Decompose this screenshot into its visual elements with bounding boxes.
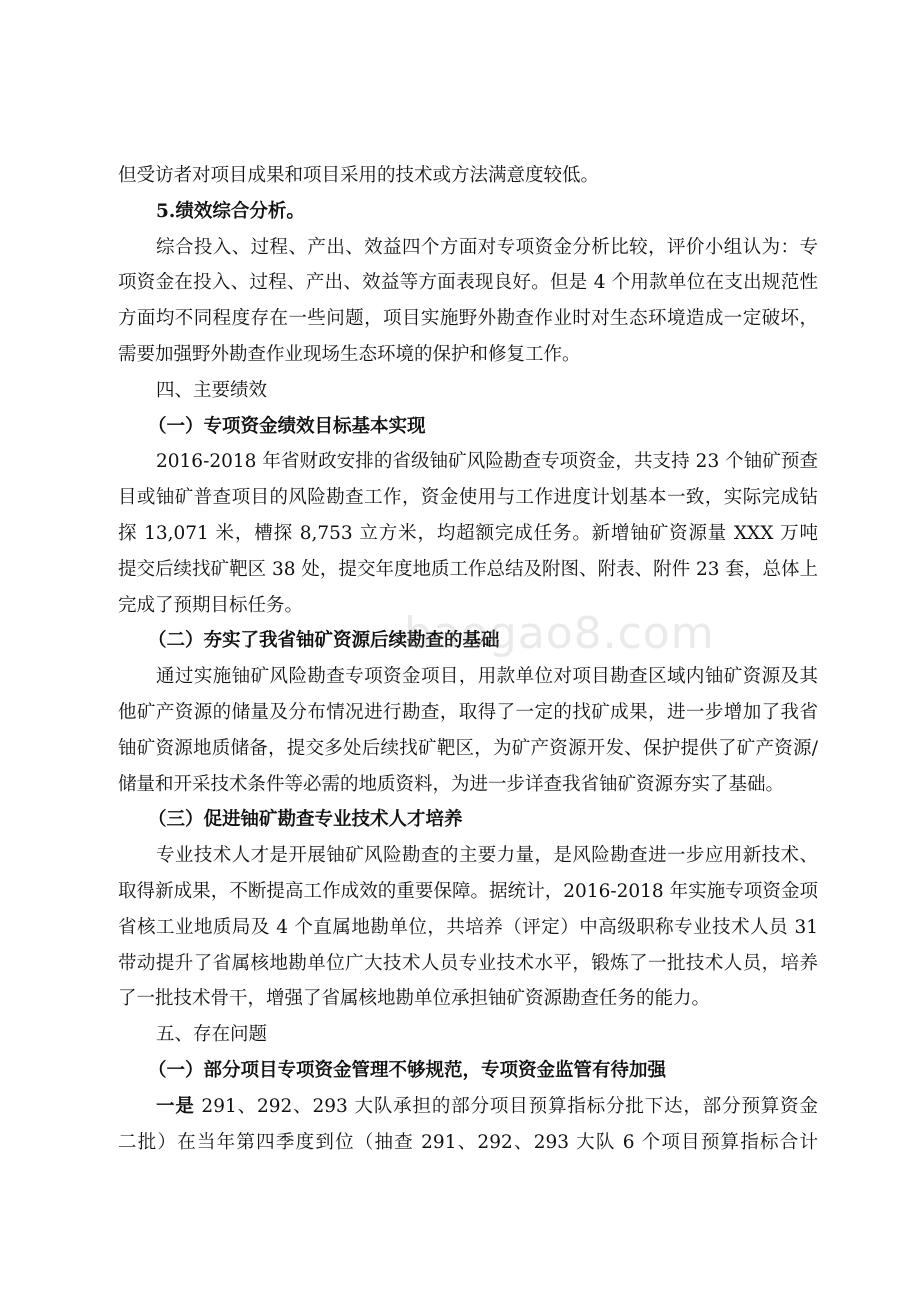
subsection-4-1-line-3: 探 13,071 米，槽探 8,753 立方米，均超额完成任务。新增铀矿资源量 XXX 万吨 (118, 522, 818, 544)
subsection-4-2-line-1: 通过实施铀矿风险勘查专项资金项目，用款单位对项目勘查区域内铀矿资源及其 (156, 666, 818, 688)
subsection-4-1-heading: （一）专项资金绩效目标基本实现 (148, 415, 426, 437)
lead-phrase: 一是 (156, 1095, 195, 1117)
subsection-4-2-line-2: 他矿产资源的储量及分布情况进行勘查，取得了一定的找矿成果，进一步增加了我省 (118, 701, 818, 723)
subsection-4-3-line-4: 带动提升了省属核地勘单位广大技术人员专业技术水平，锻炼了一批技术人员，培养 (118, 952, 818, 974)
subsection-4-3-line-5: 了一批技术骨干，增强了省属核地勘单位承担铀矿资源勘查任务的能力。 (118, 988, 711, 1010)
section-4-heading: 四、主要绩效 (156, 379, 268, 401)
subsection-4-1-line-1: 2016-2018 年省财政安排的省级铀矿风险勘查专项资金，共支持 23 个铀矿预查 (156, 451, 818, 473)
subsection-4-3-line-2: 取得新成果，不断提高工作成效的重要保障。据统计，2016-2018 年实施专项资金项 (118, 880, 818, 902)
subsection-4-3-line-3: 省核工业地质局及 4 个直属地勘单位，共培养（评定）中高级职称专业技术人员 31 (118, 916, 818, 938)
section-5-problems-heading: 五、存在问题 (156, 1024, 268, 1046)
paragraph-continuation: 但受访者对项目成果和项目采用的技术或方法满意度较低。 (118, 165, 600, 186)
watermark: baogao8.com (404, 608, 715, 659)
subsection-4-1-line-2: 目或铀矿普查项目的风险勘查工作，资金使用与工作进度计划基本一致，实际完成钻 (118, 487, 818, 509)
section-5-line-1: 综合投入、过程、产出、效益四个方面对专项资金分析比较，评价小组认为：专 (156, 236, 818, 258)
first-line-text: 291、292、293 大队承担的部分项目预算指标分批下达，部分预算资金 (201, 1095, 818, 1117)
document-page (118, 158, 818, 1160)
subsection-4-1-line-4: 提交后续找矿靶区 38 处，提交年度地质工作总结及附图、附表、附件 23 套，总体上 (118, 558, 818, 580)
section-5-line-2: 项资金在投入、过程、产出、效益等方面表现良好。但是 4 个用款单位在支出规范性 (118, 272, 818, 294)
subsection-4-2-line-3: 铀矿资源地质储备，提交多处后续找矿靶区，为矿产资源开发、保护提供了矿产资源/ (118, 737, 818, 759)
subsection-4-2-line-4: 储量和开采技术条件等必需的地质资料，为进一步详查我省铀矿资源夯实了基础。 (118, 773, 785, 795)
section-5-line-3: 方面均不同程度存在一些问题，项目实施野外勘查作业时对生态环境造成一定破坏， (118, 308, 818, 330)
subsection-4-1-line-5: 完成了预期目标任务。 (118, 594, 304, 616)
subsection-5-1-line-1 (118, 1089, 818, 1125)
subsection-4-2-heading: （二）夯实了我省铀矿资源后续勘查的基础 (148, 630, 500, 652)
section-5-line-4: 需要加强野外勘查作业现场生态环境的保护和修复工作。 (118, 343, 581, 365)
subsection-5-1-line-2: 二批）在当年第四季度到位（抽查 291、292、293 大队 6 个项目预算指标合计 (118, 1131, 818, 1153)
subsection-4-3-heading: （三）促进铀矿勘查专业技术人才培养 (148, 809, 463, 831)
subsection-5-1-heading: （一）部分项目专项资金管理不够规范，专项资金监管有待加强 (148, 1059, 667, 1081)
subsection-4-3-line-1: 专业技术人才是开展铀矿风险勘查的主要力量，是风险勘查进一步应用新技术、 (156, 845, 818, 867)
section-5-heading: 5.绩效综合分析。 (156, 200, 305, 222)
